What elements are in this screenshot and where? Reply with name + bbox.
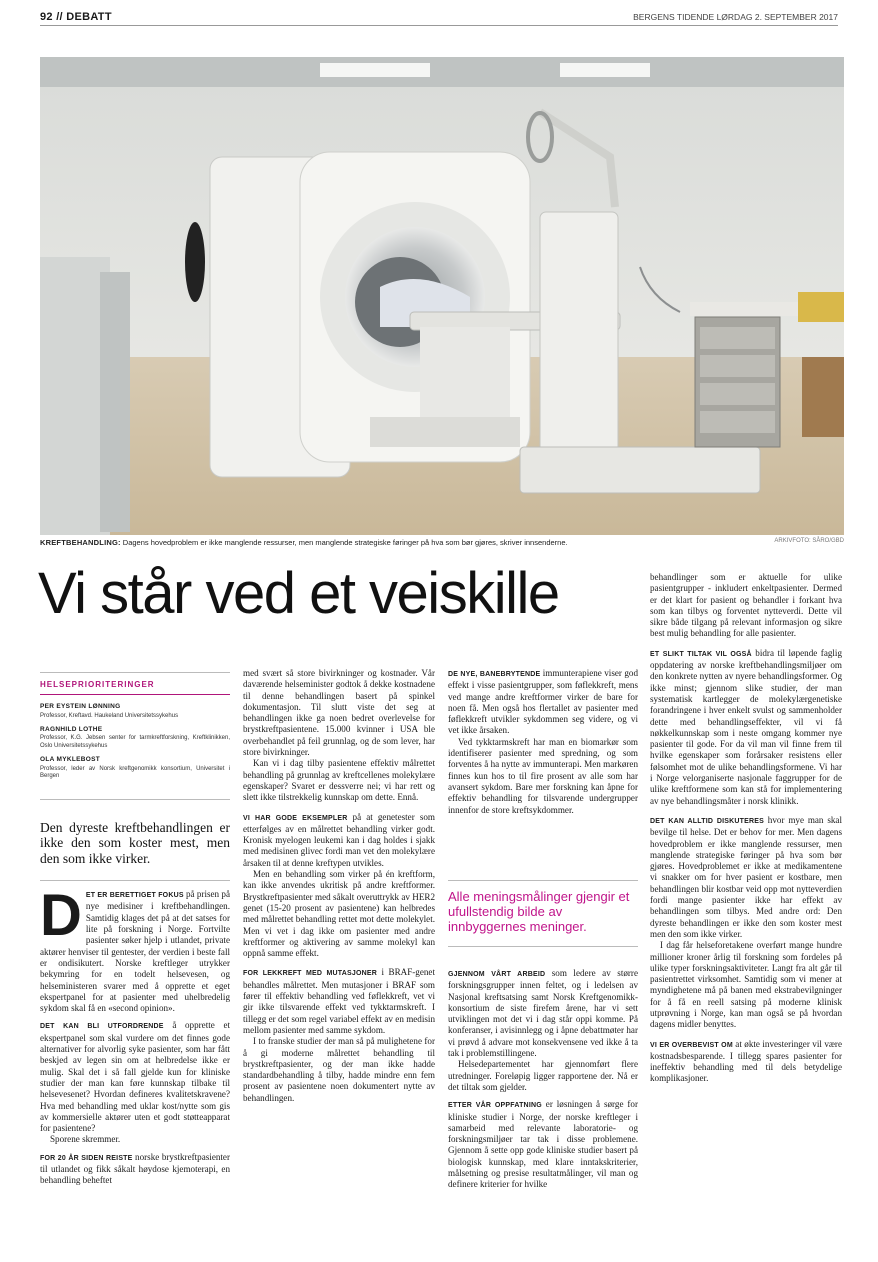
paragraph: I dag får helseforetakene overført mange hundre millioner kroner årlig til forskning som fordeles på ulike typer forskningsaktiviteter. Langt fra alt går til pasientrettet virksomhet. Samtidig som vi mener at myndighetene må på banen med ekstrabevilgninger for å få en reell satsing på moderne klinisk utprøvning i Norge, kan man også se på hvordan dagens midler benyttes.	[650, 940, 842, 1030]
paragraph: ETTER VÅR OPPFATNING er løsningen å sørge for kliniske studier i Norge, der norske kreftleger i samarbeid med relevante laboratorie- og forskningsmiljøer tar tak i disse problemene. Gjennom å sette opp gode kliniske studier basert på biologisk kunnskap, med klare inntakskriterier, målsetning og presise resultatmålinger, vil man og definere kriterier for hvilke	[448, 1099, 639, 1190]
pet-ct-scanner-photo	[40, 57, 844, 535]
author-2-title: Professor, K.G. Jebsen senter for tarmkreftforskning, Kreftklinikken, Oslo Universitetssykehus	[40, 735, 230, 749]
author-3-name: OLA MYKLEBOST	[40, 756, 100, 764]
paragraph: GJENNOM VÅRT ARBEID som ledere av større forskningsgrupper innen feltet, og i ledelsen av Nasjonal kreftsatsing samt Norsk Kreftgenomikk-konsortium de siste firefem årene, har vi sett utviklingen mot det vi i dag står oppi komme. På konferanser, i avisinnlegg og i åpne debattmøter har vi prøvd å advare mot konsekvensene ved ikke å ta tak i problemstillingene.	[448, 968, 638, 1059]
drop-cap: D	[40, 883, 82, 949]
page-header	[40, 8, 838, 26]
paragraph: DE NYE, BANEBRYTENDE immunterapiene viser god effekt i visse pasientgrupper, som føflekkreft, mens ved mange andre kreftformer virker de bare for noen få. Men også hos flertallet av pasienter med føflekkreft utvikler sykdommen seg videre, og vi vet ikke årsaken.	[448, 668, 638, 736]
pull-quote: Alle meningsmålinger gjengir et ufullstendig bilde av innbyggernes meninger.	[448, 880, 638, 947]
paragraph: VI HAR GODE EKSEMPLER på at genetester som etterfølges av en målrettet behandling virker godt. Kronisk myelogen leukemi kan i dag holdes i sjakk med medisinen glivec fordi man vet den molekylære årsaken til at denne kreftypen utvikles.	[243, 811, 435, 868]
author-1-name: PER EYSTEIN LØNNING	[40, 703, 121, 711]
column-3	[448, 668, 638, 816]
article-photo	[40, 57, 844, 535]
photo-credit: ARKIVFOTO: SÅRO/GBD	[774, 538, 844, 544]
author-2-name: RAGNHILD LOTHE	[40, 726, 103, 734]
article-headline: Vi står ved et veiskille	[38, 561, 559, 626]
paragraph: FOR LEKKREFT MED MUTASJONER i BRAF-genet behandles målrettet. Men mutasjoner i BRAF som fører til effektiv behandling ved føflekkreft, vet vi gir ikke tilsvarende effekt ved tykktarmskreft. I tillegg er det som regel variabel effekt av en medisin mellom pasienter med samme sykdom.	[243, 967, 435, 1035]
caption-text: Dagens hovedproblem er ikke manglende ressurser, men manglende strategiske føringer på hva som bør gjøres, skriver innsenderne.	[120, 538, 568, 547]
paragraph: DET ER BERETTIGET FOKUS på prisen på nye medisiner i kreftbehandlingen. Samtidig klages det på at det satses for lite på forskning i Norge. Fortvilte pasienter søker hjelp i utlandet, private aktører henviser til gentester, der verdien i beste fall er ondisikutert. Norske kreftleger utrykker bekymring for en todelt helsevesen, og helseministeren svarer med å opprette et eget ekspertpanel for at pasienter med uhelbredelig sykdom skal få en «second opinion».	[40, 880, 230, 1014]
author-1-title: Professor, Kreftavd. Haukeland Universitetssykehus	[40, 712, 179, 719]
caption-label: KREFTBEHANDLING:	[40, 538, 121, 547]
paragraph: DET KAN BLI UTFORDRENDE å opprette et ekspertpanel som skal vurdere om det finnes gode alternativer for alvorlig syke pasienter, som har fått beskjed av legen sin om at helbredelse ikke er mulig. Skal det i så fall gjelde kun for kliniske studier der man kan føre kunnskap tilbake til helsevesenet? Hvordan defineres kvalitetskravene? Hva med behandling med uklar kost/nytte som gis av kommersielle aktører uten et godt støtteapparat for pasientene?	[40, 1020, 231, 1134]
paragraph: behandlinger som er aktuelle for ulike pasientgrupper - inkludert enkeltpasienter. Dermed er det klart for pasient og behandler i forkant hva som kan tilbys og forventet nytteverdi. Dette vil sikre både tilgang på relevant informasjon og sikre best mulig behandling for alle pasienter.	[650, 572, 842, 639]
paragraph: Ved tykktarmskreft har man en biomarkør som identifiserer pasienter med spredning, og som forventes å ha nytte av immunterapi. Men markøren finnes kun hos to til fire prosent av alle som har avansert sykdom. Bare mer forskning kan åpne for effektiv behandling for tilsvarende undergrupper innenfor de store kreftsykdommer.	[448, 736, 638, 815]
paragraph: Sporene skremmer.	[50, 1134, 121, 1145]
paragraph: med svært så store bivirkninger og kostnader. Vår daværende helseminister godtok å dekke kostnadene til denne behandlingen basert på spinkel dokumentasjon. Til slutt viste det seg at behandlingen ikke ga noen bedret overlevelse for brystkreftpasientene. 15.000 kvinner i USA ble overbehandlet på feil grunnlag, og de som lever, har store bivirkninger.	[243, 668, 435, 758]
paragraph: Kan vi i dag tilby pasientene effektiv målrettet behandling på grunnlag av kreftcellenes molekylære egenskaper? Svaret er dessverre nei; vi har rett og slett ikke tilstrekkelig kunnskap om dette. Ennå.	[243, 758, 435, 803]
paragraph: FOR 20 ÅR SIDEN REISTE norske brystkreftpasienter til utlandet og fikk såkalt høydose kjemoterapi, en behandling beheftet	[40, 1151, 230, 1186]
column-1	[40, 672, 230, 1187]
paragraph: I to franske studier der man så på mulighetene for å gi moderne målrettet behandling til brystkreftpasienter, og der man ikke hadde standardbehandling å tilby, hadde mindre enn fem prosent av pasientene noen dokumentert nytte av behandlingen.	[243, 1036, 435, 1103]
paragraph: Helsedepartementet har gjennomført flere utredninger. Foreløpig ligger rapportene der. Nå er det tiltak som gjelder.	[448, 1059, 638, 1092]
paragraph: DET KAN ALLTID DISKUTERES hvor mye man skal bevilge til helse. Det er behov for mer. Men dagens hovedproblem er ikke manglende ressurser, men manglende strategiske føringer på hva som bør gjøres. Hovedproblemet er ikke at medikamentene vi snakker om for hver pasient er kostbare, men behandlingen blir kostbar veid opp mot nytteverdien fordi mange pasienter ikke har effekt av behandlingen som tilbys. Med andre ord: Den dyreste behandlingen er ikke den som koster mest men den som ikke virker.	[650, 814, 842, 939]
section-label: 92 // DEBATT	[40, 10, 112, 23]
author-3-title: Professor, leder av Norsk kreftgenomikk konsortium, Universitet i Bergen	[40, 765, 230, 780]
paragraph: ET SLIKT TILTAK VIL OGSÅ bidra til løpende faglig oppdatering av norske kreftbehandlingsmiljøer om den konkrete nytten av nyere behandlingsformer. Og ikke minst; gjennom slike studier, der man systematisk kartlegger de molekylærgenetiske forandringene i hver enkelt svulst og sammenholder dette med behandlingseffekter, vil vi få nøkkelkunnskap som i neste omgang kommer nye pasienter til gode. For da vil man vil finne frem til hvilke egenskaper som forårsaker resistens eller følsomhet mot de ulike behandlingsformene. Vi har i Norge velorganiserte nasjonale faggrupper for de ulike kreftformene som kan stå for implementering av nye behandlingsmåter i norsk klinikk.	[650, 647, 843, 806]
photo-caption	[40, 538, 844, 547]
paragraph: Men en behandling som virker på én kreftform, kan ikke anvendes ukritisk på andre kreftformer. Brystkreftpasienter med såkalt overuttrykk av HER2 genet (15-20 prosent av pasientene) kan helbredes med målrettet behandling rettet mot dette molekylet. Men vi vet i dag ikke om pasienter med andre kreftformer og aktivering av samme molekyl kan oppnå samme effekt.	[243, 869, 435, 959]
topic-kicker: HELSEPRIORITERINGER	[40, 672, 230, 695]
article-ingress: Den dyreste kreftbehandlingen er ikke den som koster mest, men den som ikke virker.	[40, 799, 230, 867]
column-2	[243, 668, 435, 1104]
column-4	[650, 572, 842, 1085]
column-3-continued	[448, 968, 638, 1191]
paragraph: VI ER OVERBEVIST OM at økte investeringer vil være kostnadsbesparende. I tillegg spares pasienter for ineffektiv behandling med til dels betydelige komplikasjoner.	[650, 1038, 842, 1084]
publication-date: BERGENS TIDENDE LØRDAG 2. SEPTEMBER 2017	[633, 11, 838, 22]
